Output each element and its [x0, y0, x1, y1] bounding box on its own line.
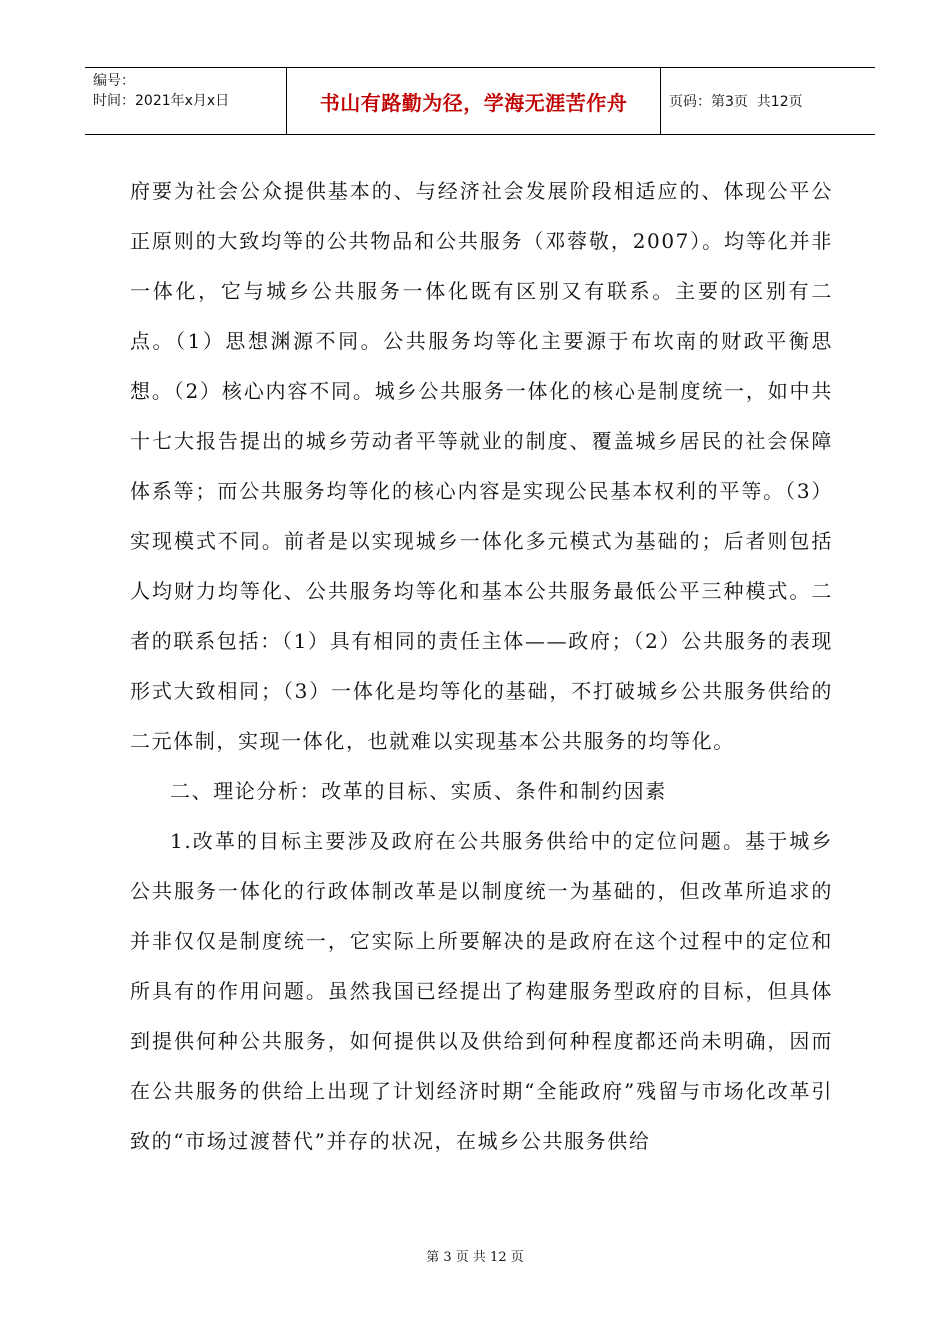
body-paragraph: 府要为社会公众提供基本的、与经济社会发展阶段相适应的、体现公平公正原则的大致均等的公共物品和公共服务（邓蓉敬，2007）。均等化并非一体化，它与城乡公共服务一体化既有区别又有联系。主要的区别有二点。（1）思想渊源不同。公共服务均等化主要源于布坎南的财政平衡思想。（2）核心内容不同。城乡公共服务一体化的核心是制度统一，如中共十七大报告提出的城乡劳动者平等就业的制度、覆盖城乡居民的社会保障体系等；而公共服务均等化的核心内容是实现公民基本权利的平等。（3）实现模式不同。前者是以实现城乡一体化多元模式为基础的；后者则包括人均财力均等化、公共服务均等化和基本公共服务最低公平三种模式。二者的联系包括：（1）具有相同的责任主体——政府；（2）公共服务的表现形式大致相同；（3）一体化是均等化的基础，不打破城乡公共服务供给的二元体制，实现一体化，也就难以实现基本公共服务的均等化。 — [130, 179, 833, 753]
section-heading: 二、理论分析：改革的目标、实质、条件和制约因素 — [170, 779, 667, 803]
date-label: 时间：2021年x月x日 — [93, 93, 230, 109]
header-motto: 书山有路勤为径，学海无涯苦作舟 — [319, 90, 628, 115]
header-page-info: 页码：第3页 共12页 — [669, 94, 803, 110]
document-body — [130, 166, 833, 1166]
header-meta — [85, 68, 287, 134]
page-header — [85, 67, 875, 135]
page-footer: 第 3 页 共 12 页 — [426, 1250, 524, 1265]
serial-number-label: 编号： — [93, 73, 135, 89]
header-motto-cell — [287, 68, 661, 134]
body-paragraph: 1.改革的目标主要涉及政府在公共服务供给中的定位问题。基于城乡公共服务一体化的行政体制改革是以制度统一为基础的，但改革所追求的并非仅仅是制度统一，它实际上所要解决的是政府在这个过程中的定位和所具有的作用问题。虽然我国已经提出了构建服务型政府的目标，但具体到提供何种公共服务，如何提供以及供给到何种程度都还尚未明确，因而在公共服务的供给上出现了计划经济时期“全能政府”残留与市场化改革引致的“市场过渡替代”并存的状况，在城乡公共服务供给 — [130, 829, 833, 1153]
